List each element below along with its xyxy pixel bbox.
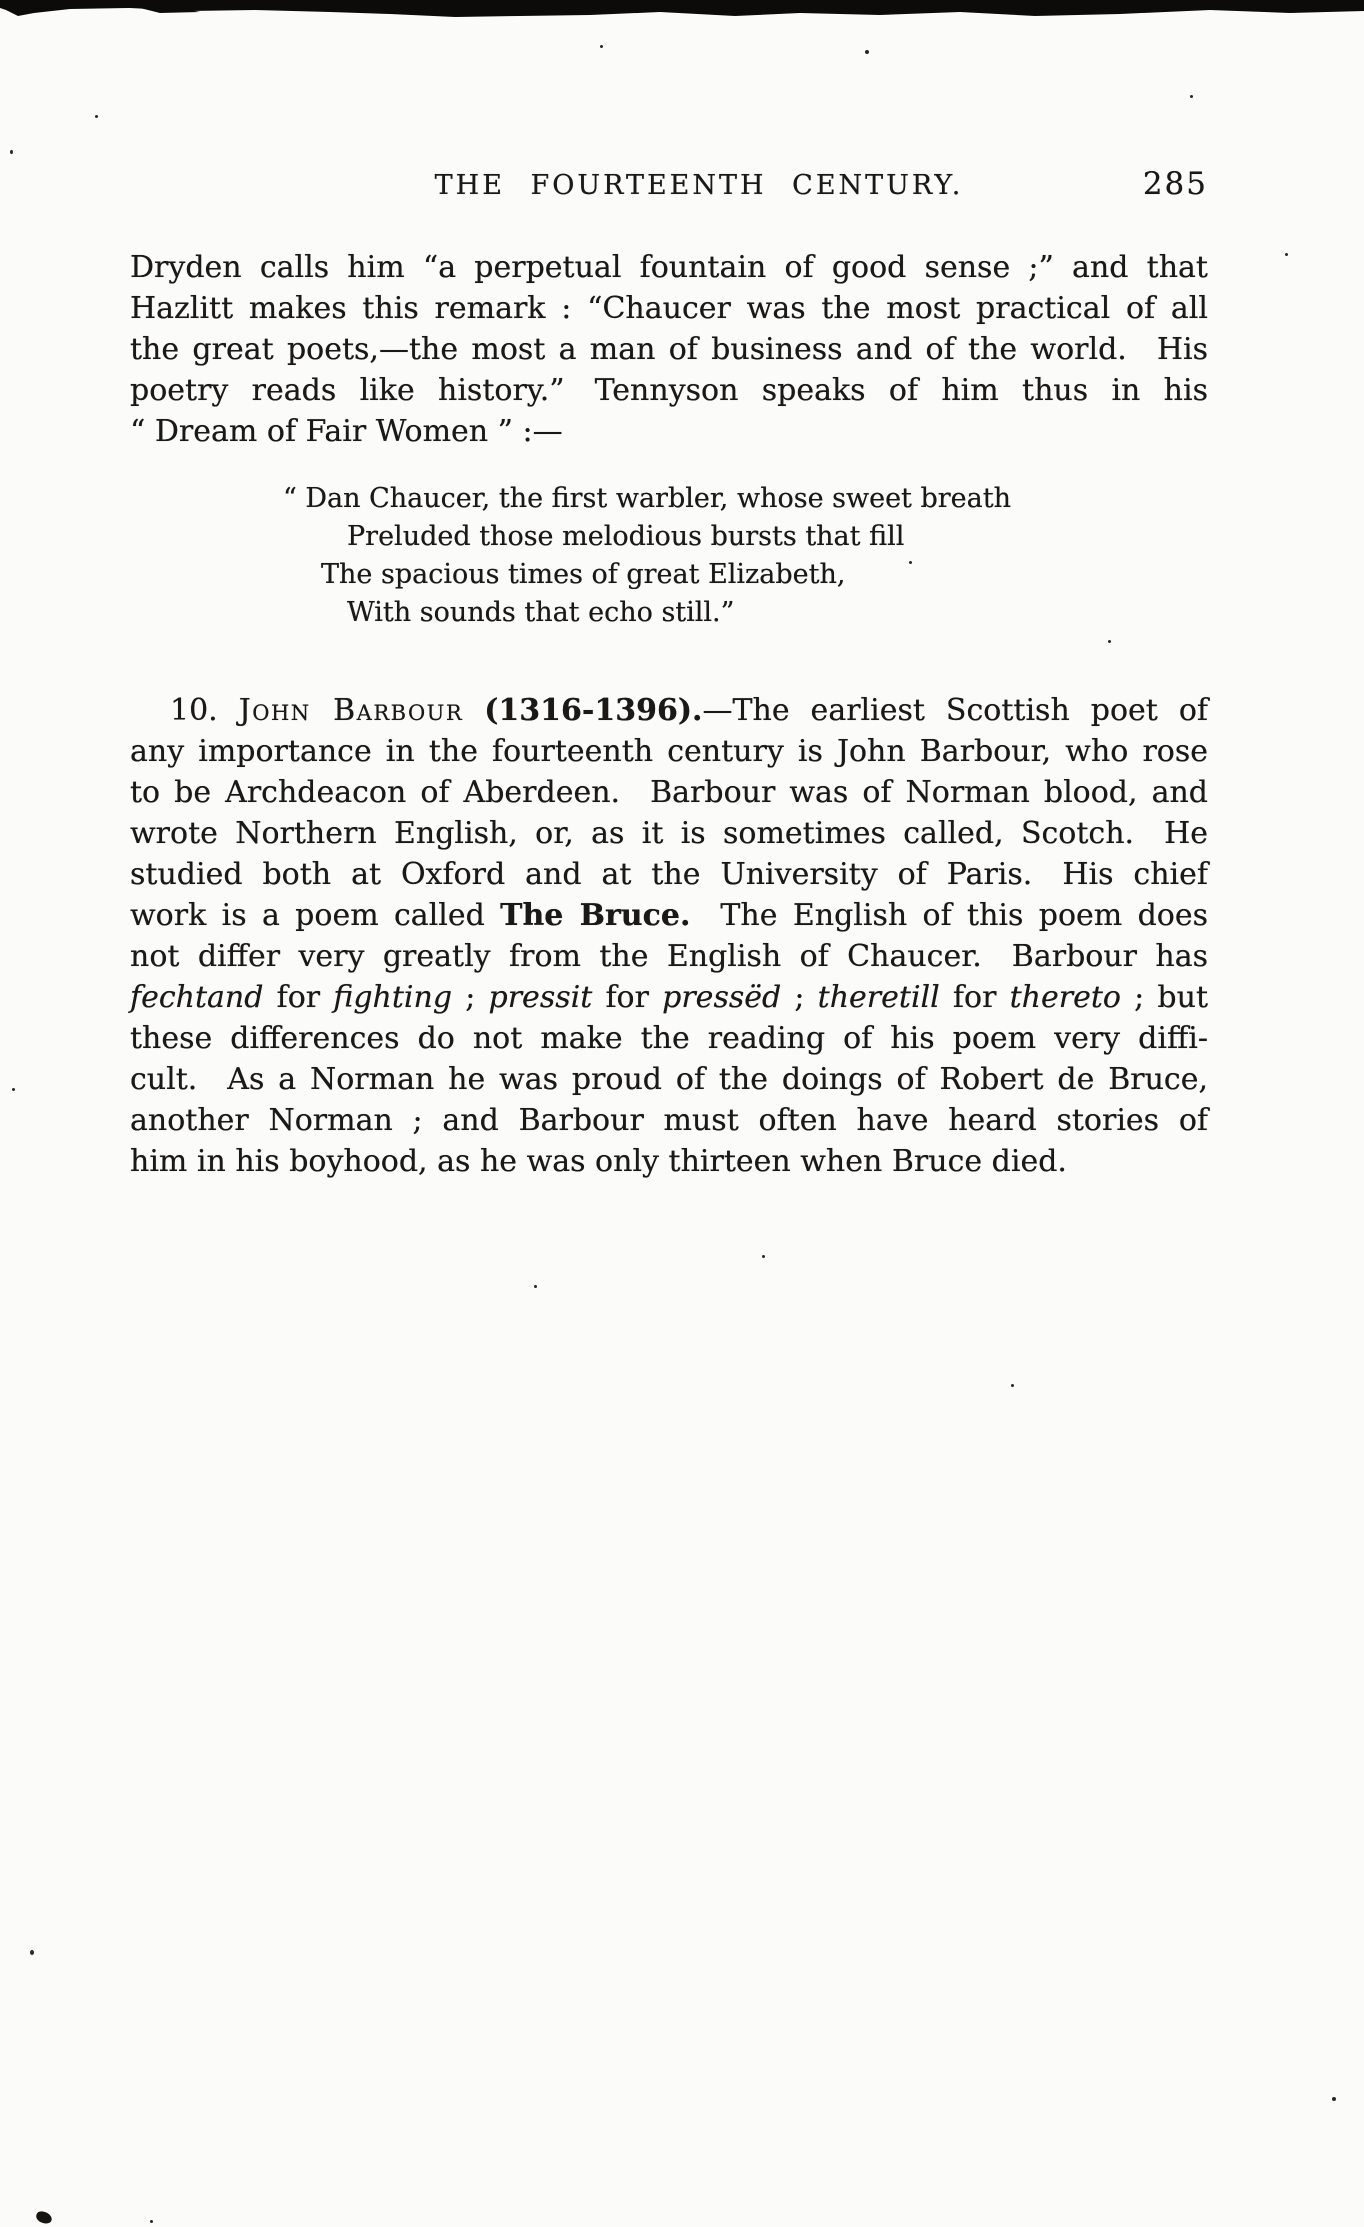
text-line: wrote Northern English, or, as it is sometimes called, Scotch. He	[130, 816, 1208, 851]
ink-speck	[1108, 640, 1111, 643]
scan-edge-artifact	[0, 0, 1364, 24]
text-line: any importance in the fourteenth century is John Barbour, who rose	[130, 734, 1208, 769]
ink-speck	[1190, 95, 1193, 98]
text-line: to be Archdeacon of Aberdeen. Barbour was of Norman blood, and	[130, 775, 1208, 810]
ink-speck	[909, 561, 912, 564]
text-line: not differ very greatly from the English of Chaucer. Barbour has	[130, 939, 1208, 974]
ink-speck	[12, 1088, 15, 1091]
text-line: poetry reads like history.” Tennyson speaks of him thus in his	[130, 373, 1208, 408]
poem-quote	[283, 480, 1043, 632]
running-head: THE FOURTEENTH CENTURY.	[434, 170, 964, 201]
text-line: 10. John Barbour (1316-1396).—The earliest Scottish poet of	[170, 693, 1208, 728]
ink-speck	[30, 1950, 34, 1955]
ink-speck	[762, 1255, 765, 1258]
ink-speck	[1332, 2097, 1336, 2101]
ink-speck	[95, 115, 98, 118]
ink-speck	[1285, 253, 1288, 256]
ink-speck	[150, 2220, 153, 2223]
text-line: him in his boyhood, as he was only thirteen when Bruce died.	[130, 1144, 1067, 1179]
paragraph-barbour	[130, 690, 1208, 1182]
text-line: work is a poem called The Bruce. The English of this poem does	[130, 898, 1208, 933]
ink-speck	[10, 150, 13, 154]
text-line: studied both at Oxford and at the University of Paris. His chief	[130, 857, 1208, 892]
ink-speck	[600, 45, 603, 48]
ink-speck	[534, 1285, 537, 1288]
text-line: Dryden calls him “a perpetual fountain of good sense ;” and that	[130, 250, 1208, 285]
text-line: another Norman ; and Barbour must often have heard stories of	[130, 1103, 1208, 1138]
page-header	[130, 166, 1208, 210]
paragraph-dryden	[130, 247, 1208, 452]
text-line: “ Dream of Fair Women ” :—	[130, 414, 563, 449]
text-line: The spacious times of great Elizabeth,	[321, 559, 846, 590]
text-line: With sounds that echo still.”	[347, 597, 735, 628]
text-line: the great poets,—the most a man of business and of the world. His	[130, 332, 1208, 367]
ink-speck	[1011, 1384, 1014, 1387]
text-line: these differences do not make the reading of his poem very diffi-	[130, 1021, 1208, 1056]
text-line: cult. As a Norman he was proud of the doings of Robert de Bruce,	[130, 1062, 1208, 1097]
text-line: “ Dan Chaucer, the first warbler, whose sweet breath	[283, 483, 1011, 514]
page-number: 285	[1142, 166, 1208, 202]
ink-blot	[35, 2210, 54, 2225]
ink-speck	[865, 50, 869, 54]
text-line: fechtand for fighting ; pressit for pressëd ; theretill for thereto ; but	[130, 980, 1209, 1015]
text-line: Preluded those melodious bursts that fill	[347, 521, 905, 552]
text-line: Hazlitt makes this remark : “Chaucer was the most practical of all	[130, 291, 1208, 326]
